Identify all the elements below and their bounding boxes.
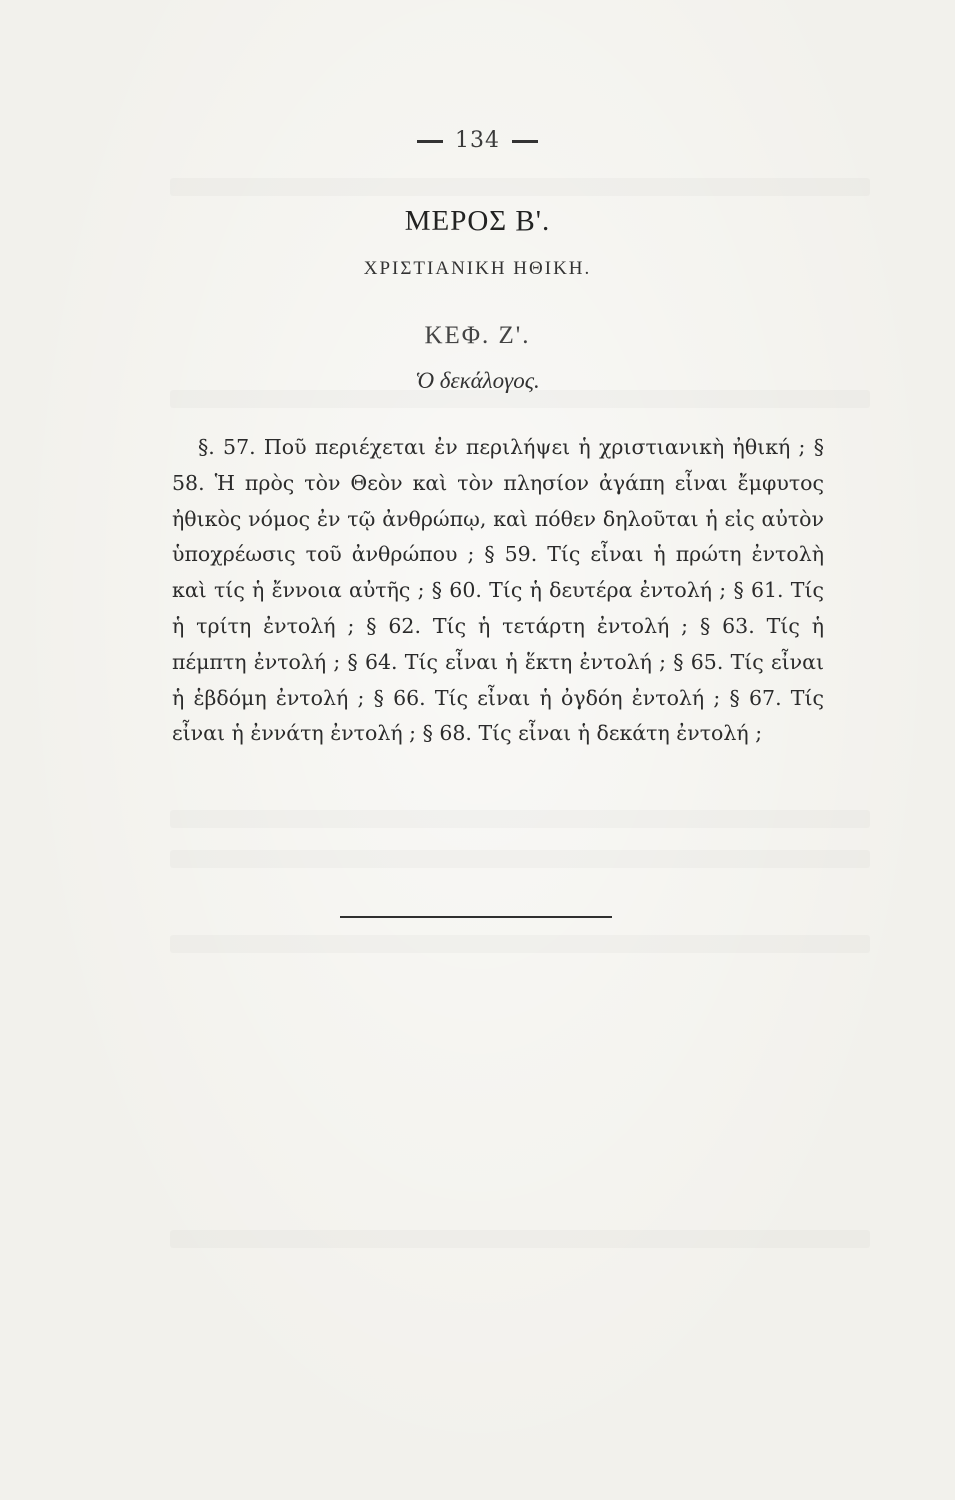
dash-left bbox=[417, 140, 443, 143]
bleed-through bbox=[170, 1230, 870, 1248]
section-title: ΧΡΙΣΤΙΑΝΙΚΗ ΗΘΙΚΗ. bbox=[363, 258, 592, 279]
bleed-through bbox=[170, 178, 870, 196]
chapter-subtitle: Ὁ δεκάλογος. bbox=[415, 368, 540, 393]
bleed-through bbox=[170, 810, 870, 828]
end-rule bbox=[340, 916, 612, 918]
part-title: ΜΕΡΟΣ Β'. bbox=[404, 205, 551, 237]
page-number: 134 bbox=[455, 128, 500, 153]
dash-right bbox=[512, 140, 538, 143]
questions-paragraph: §. 57. Ποῦ περιέχεται ἐν περιλήψει ἡ χριστιανικὴ ἠθική ; § 58. Ἡ πρὸς τὸν Θεὸν καὶ τὸν πλησίον ἀγάπη εἶναι ἔμφυτος ἠθικὸς νόμος ἐν τῷ ἀνθρώπῳ, καὶ πόθεν δηλοῦται ἡ εἰς αὐτὸν ὑποχρέωσις τοῦ ἀνθρώπου ; § 59. Τίς εἶναι ἡ πρώτη ἐντολὴ καὶ τίς ἡ ἔννοια αὐτῆς ; § 60. Τίς ἡ δευτέρα ἐντολή ; § 61. Τίς ἡ τρίτη ἐντολή ; § 62. Τίς ἡ τετάρτη ἐντολή ; § 63. Τίς ἡ πέμπτη ἐντολή ; § 64. Τίς εἶναι ἡ ἕκτη ἐντολή ; § 65. Τίς εἶναι ἡ ἑβδόμη ἐντολή ; § 66. Τίς εἶναι ἡ ὀγδόη ἐντολή ; § 67. Τίς εἶναι ἡ ἐννάτη ἐντολή ; § 68. Τίς εἶναι ἡ δεκάτη ἐντολή ; bbox=[172, 435, 824, 746]
chapter-heading: ΚΕΦ. Ζ'. bbox=[424, 322, 531, 349]
page-number-line bbox=[0, 128, 955, 153]
bleed-through bbox=[170, 935, 870, 953]
bleed-through bbox=[170, 850, 870, 868]
